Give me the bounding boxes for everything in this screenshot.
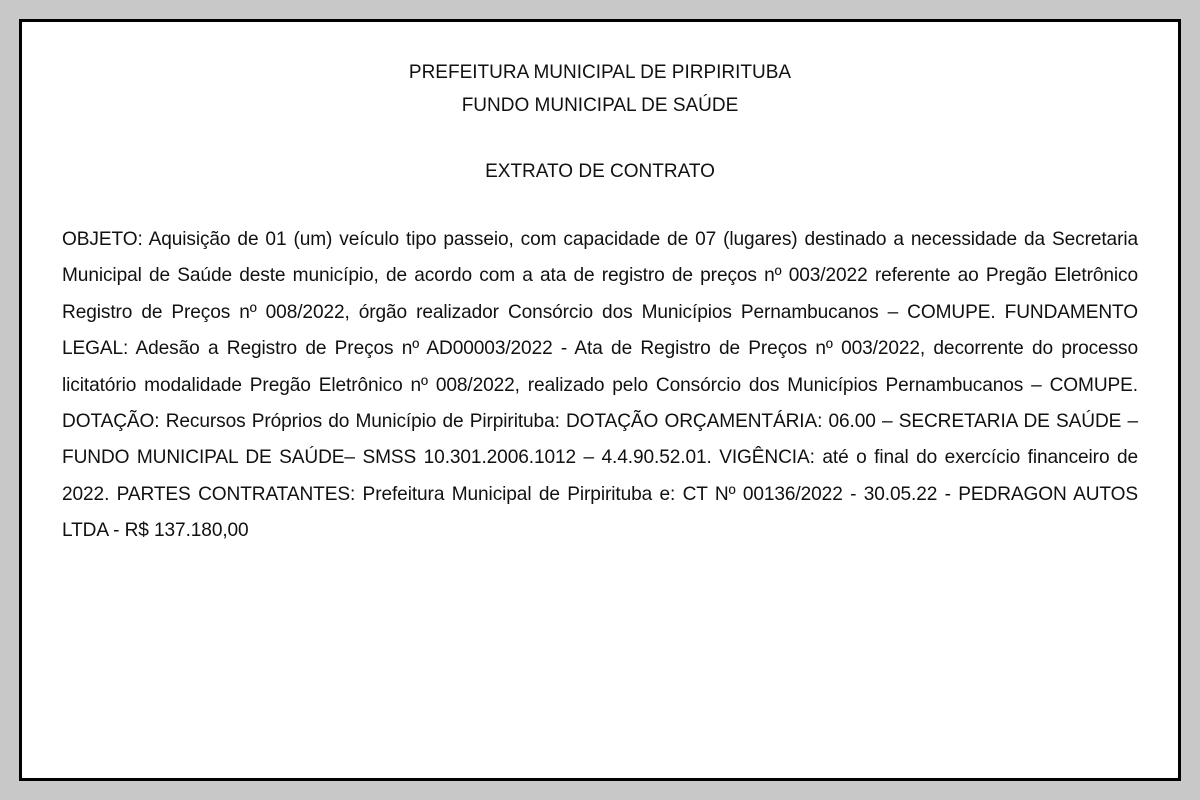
fund-header: FUNDO MUNICIPAL DE SAÚDE (461, 95, 739, 116)
municipality-header: PREFEITURA MUNICIPAL DE PIRPIRITUBA (408, 62, 792, 83)
contract-extract (62, 56, 1138, 550)
document-title: EXTRATO DE CONTRATO (485, 161, 715, 182)
document-frame (19, 19, 1181, 781)
contract-body: OBJETO: Aquisição de 01 (um) veículo tipo passeio, com capacidade de 07 (lugares) destinado a necessidade da Secretaria Municipal de Saúde deste município, de acordo com a ata de registro de preços nº 003/2022 referente ao Pregão Eletrônico Registro de Preços nº 008/2022, órgão realizador Consórcio dos Municípios Pernambucanos – COMUPE. FUNDAMENTO LEGAL: Adesão a Registro de Preços nº AD00003/2022 - Ata de Registro de Preços nº 003/2022, decorrente do processo licitatório modalidade Pregão Eletrônico nº 008/2022, realizado pelo Consórcio dos Municípios Pernambucanos – COMUPE. DOTAÇÃO: Recursos Próprios do Município de Pirpirituba: DOTAÇÃO ORÇAMENTÁRIA: 06.00 – SECRETARIA DE SAÚDE – FUNDO MUNICIPAL DE SAÚDE– SMSS 10.301.2006.1012 – 4.4.90.52.01. VIGÊNCIA: até o final do exercício financeiro de 2022. PARTES CONTRATANTES: Prefeitura Municipal de Pirpirituba e: CT Nº 00136/2022 - 30.05.22 - PEDRAGON AUTOS LTDA - R$ 137.180,00 (62, 229, 1138, 542)
